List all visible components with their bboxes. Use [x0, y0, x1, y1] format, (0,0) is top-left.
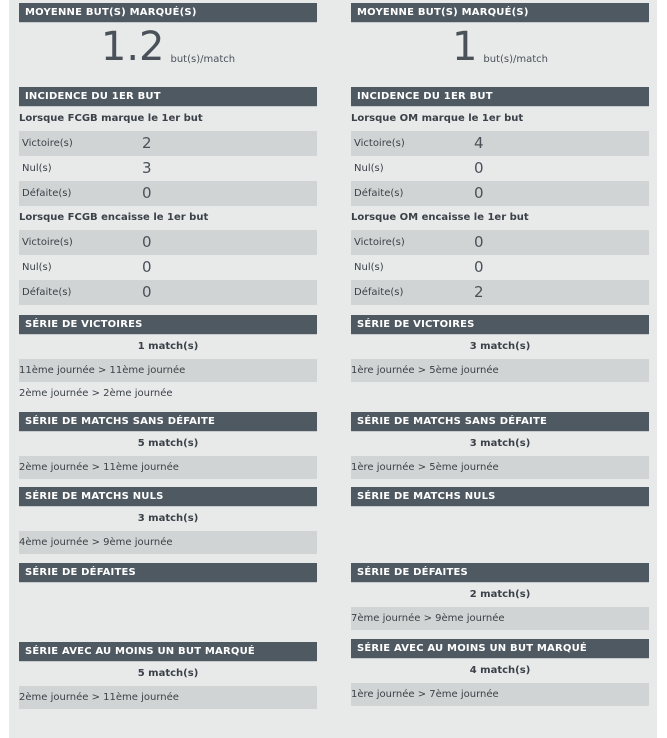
stat-value: 0: [474, 159, 484, 177]
stat-value: 2: [474, 283, 484, 301]
scores-first-label: Lorsque FCGB marque le 1er but: [19, 113, 203, 124]
streak-count: 5 match(s): [137, 438, 199, 449]
stat-row: [351, 255, 649, 280]
stat-row: [351, 280, 649, 305]
stat-label: Victoire(s): [22, 237, 73, 248]
streak-count: 3 match(s): [469, 341, 531, 352]
concedes-first-label: Lorsque OM encaisse le 1er but: [351, 212, 529, 223]
stat-value: 2: [142, 134, 152, 152]
loss-streak-header: SÉRIE DE DÉFAITES: [351, 563, 649, 583]
streak-range: 2ème journée > 11ème journée: [19, 686, 317, 709]
avg-goals-header: MOYENNE BUT(S) MARQUÉ(S): [351, 3, 649, 23]
stat-value: 0: [142, 258, 152, 276]
streak-count: 5 match(s): [137, 668, 199, 679]
avg-goals-block: [351, 23, 649, 71]
stat-value: 0: [474, 258, 484, 276]
streak-range: 2ème journée > 11ème journée: [19, 456, 317, 479]
stat-label: Défaite(s): [354, 287, 404, 298]
streak-range: 7ème journée > 9ème journée: [351, 607, 649, 630]
avg-goals-value: 1: [451, 24, 478, 70]
win-streak-header: SÉRIE DE VICTOIRES: [351, 315, 649, 335]
loss-streak-header: SÉRIE DE DÉFAITES: [19, 563, 317, 583]
stat-label: Nul(s): [354, 163, 384, 174]
streak-count: 3 match(s): [469, 438, 531, 449]
stat-label: Victoire(s): [354, 237, 405, 248]
scores-first-label: Lorsque OM marque le 1er but: [351, 113, 524, 124]
stat-value: 0: [142, 283, 152, 301]
stat-label: Nul(s): [354, 262, 384, 273]
stat-label: Défaite(s): [354, 188, 404, 199]
stat-row: [351, 181, 649, 206]
scoring-streak-header: SÉRIE AVEC AU MOINS UN BUT MARQUÉ: [19, 642, 317, 662]
stat-row: [19, 181, 317, 206]
avg-goals-unit: but(s)/match: [483, 54, 549, 65]
team-column-left: [19, 0, 317, 709]
stat-value: 0: [142, 233, 152, 251]
avg-goals-unit: but(s)/match: [170, 54, 236, 65]
avg-goals-header: MOYENNE BUT(S) MARQUÉ(S): [19, 3, 317, 23]
stat-label: Nul(s): [22, 262, 52, 273]
stat-value: 0: [142, 184, 152, 202]
stat-row: [19, 230, 317, 255]
streak-range: 4ème journée > 9ème journée: [19, 531, 317, 554]
avg-goals-block: [19, 23, 317, 71]
streak-range: 1ère journée > 5ème journée: [351, 456, 649, 479]
concedes-first-label: Lorsque FCGB encaisse le 1er but: [19, 212, 209, 223]
first-goal-header: INCIDENCE DU 1ER BUT: [351, 87, 649, 107]
team-column-right: [351, 0, 649, 706]
stat-row: [19, 156, 317, 181]
streak-count: 3 match(s): [137, 513, 199, 524]
stat-row: [351, 131, 649, 156]
draw-streak-header: SÉRIE DE MATCHS NULS: [19, 487, 317, 507]
stat-label: Nul(s): [22, 163, 52, 174]
stat-label: Défaite(s): [22, 188, 72, 199]
stat-label: Victoire(s): [22, 138, 73, 149]
scoring-streak-header: SÉRIE AVEC AU MOINS UN BUT MARQUÉ: [351, 639, 649, 659]
streak-count: 1 match(s): [137, 341, 199, 352]
stat-label: Victoire(s): [354, 138, 405, 149]
unbeaten-streak-header: SÉRIE DE MATCHS SANS DÉFAITE: [19, 412, 317, 432]
streak-count: 4 match(s): [469, 665, 531, 676]
stat-row: [351, 230, 649, 255]
streak-range: 2ème journée > 2ème journée: [19, 388, 173, 399]
stat-row: [19, 255, 317, 280]
stats-panel: [9, 0, 657, 738]
stat-value: 3: [142, 159, 152, 177]
streak-range: 1ère journée > 7ème journée: [351, 683, 649, 706]
stat-value: 0: [474, 233, 484, 251]
streak-range: 11ème journée > 11ème journée: [19, 359, 317, 382]
stat-value: 0: [474, 184, 484, 202]
stat-row: [19, 131, 317, 156]
streak-count: 2 match(s): [469, 589, 531, 600]
stat-row: [351, 156, 649, 181]
streak-range: 1ère journée > 5ème journée: [351, 359, 649, 382]
avg-goals-value: 1.2: [100, 24, 165, 70]
stat-row: [19, 280, 317, 305]
stat-value: 4: [474, 134, 484, 152]
stat-label: Défaite(s): [22, 287, 72, 298]
win-streak-header: SÉRIE DE VICTOIRES: [19, 315, 317, 335]
first-goal-header: INCIDENCE DU 1ER BUT: [19, 87, 317, 107]
draw-streak-header: SÉRIE DE MATCHS NULS: [351, 487, 649, 507]
unbeaten-streak-header: SÉRIE DE MATCHS SANS DÉFAITE: [351, 412, 649, 432]
